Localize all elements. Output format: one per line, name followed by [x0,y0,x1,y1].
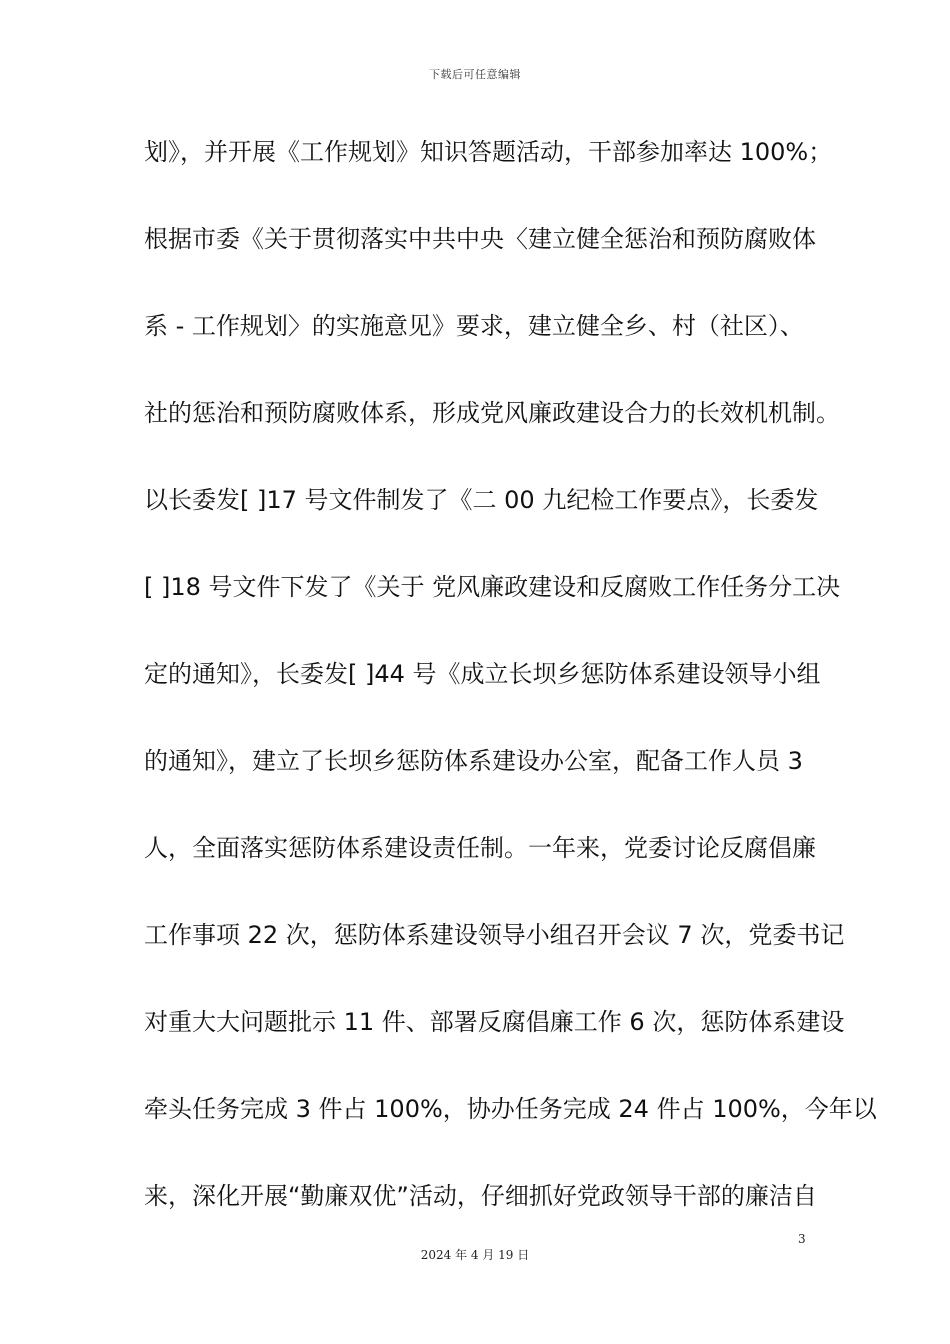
body-line: [ ]18 号文件下发了《关于 党风廉政建设和反腐败工作任务分工决 [144,573,841,601]
body-line: 定的通知》，长委发[ ]44 号《成立长坝乡惩防体系建设领导小组 [144,660,821,688]
body-line: 的通知》，建立了长坝乡惩防体系建设办公室，配备工作人员 3 [144,747,803,775]
page-number: 3 [798,1232,806,1246]
body-line: 根据市委《关于贯彻落实中共中央〈建立健全惩治和预防腐败体 [144,225,816,253]
footer-date: 2024 年 4 月 19 日 [420,1248,530,1262]
body-line: 来，深化开展“勤廉双优”活动，仔细抓好党政领导干部的廉洁自 [144,1182,817,1210]
body-paragraph [144,130,877,1261]
body-line: 对重大大问题批示 11 件、部署反腐倡廉工作 6 次，惩防体系建设 [144,1008,845,1036]
body-line: 以长委发[ ]17 号文件制发了《二 00 九纪检工作要点》，长委发 [144,486,819,514]
body-line: 划》，并开展《工作规划》知识答题活动，干部参加率达 100%； [144,138,833,166]
body-line: 工作事项 22 次，惩防体系建设领导小组召开会议 7 次，党委书记 [144,921,845,949]
page-header: 下载后可任意编辑 [429,68,521,81]
body-line: 人，全面落实惩防体系建设责任制。一年来，党委讨论反腐倡廉 [144,834,816,862]
body-line: 系 - 工作规划〉的实施意见》要求，建立健全乡、村（社区）、 [144,312,804,340]
body-line: 牵头任务完成 3 件占 100%，协办任务完成 24 件占 100%，今年以 [144,1095,877,1123]
body-line: 社的惩治和预防腐败体系，形成党风廉政建设合力的长效机机制。 [144,399,840,427]
